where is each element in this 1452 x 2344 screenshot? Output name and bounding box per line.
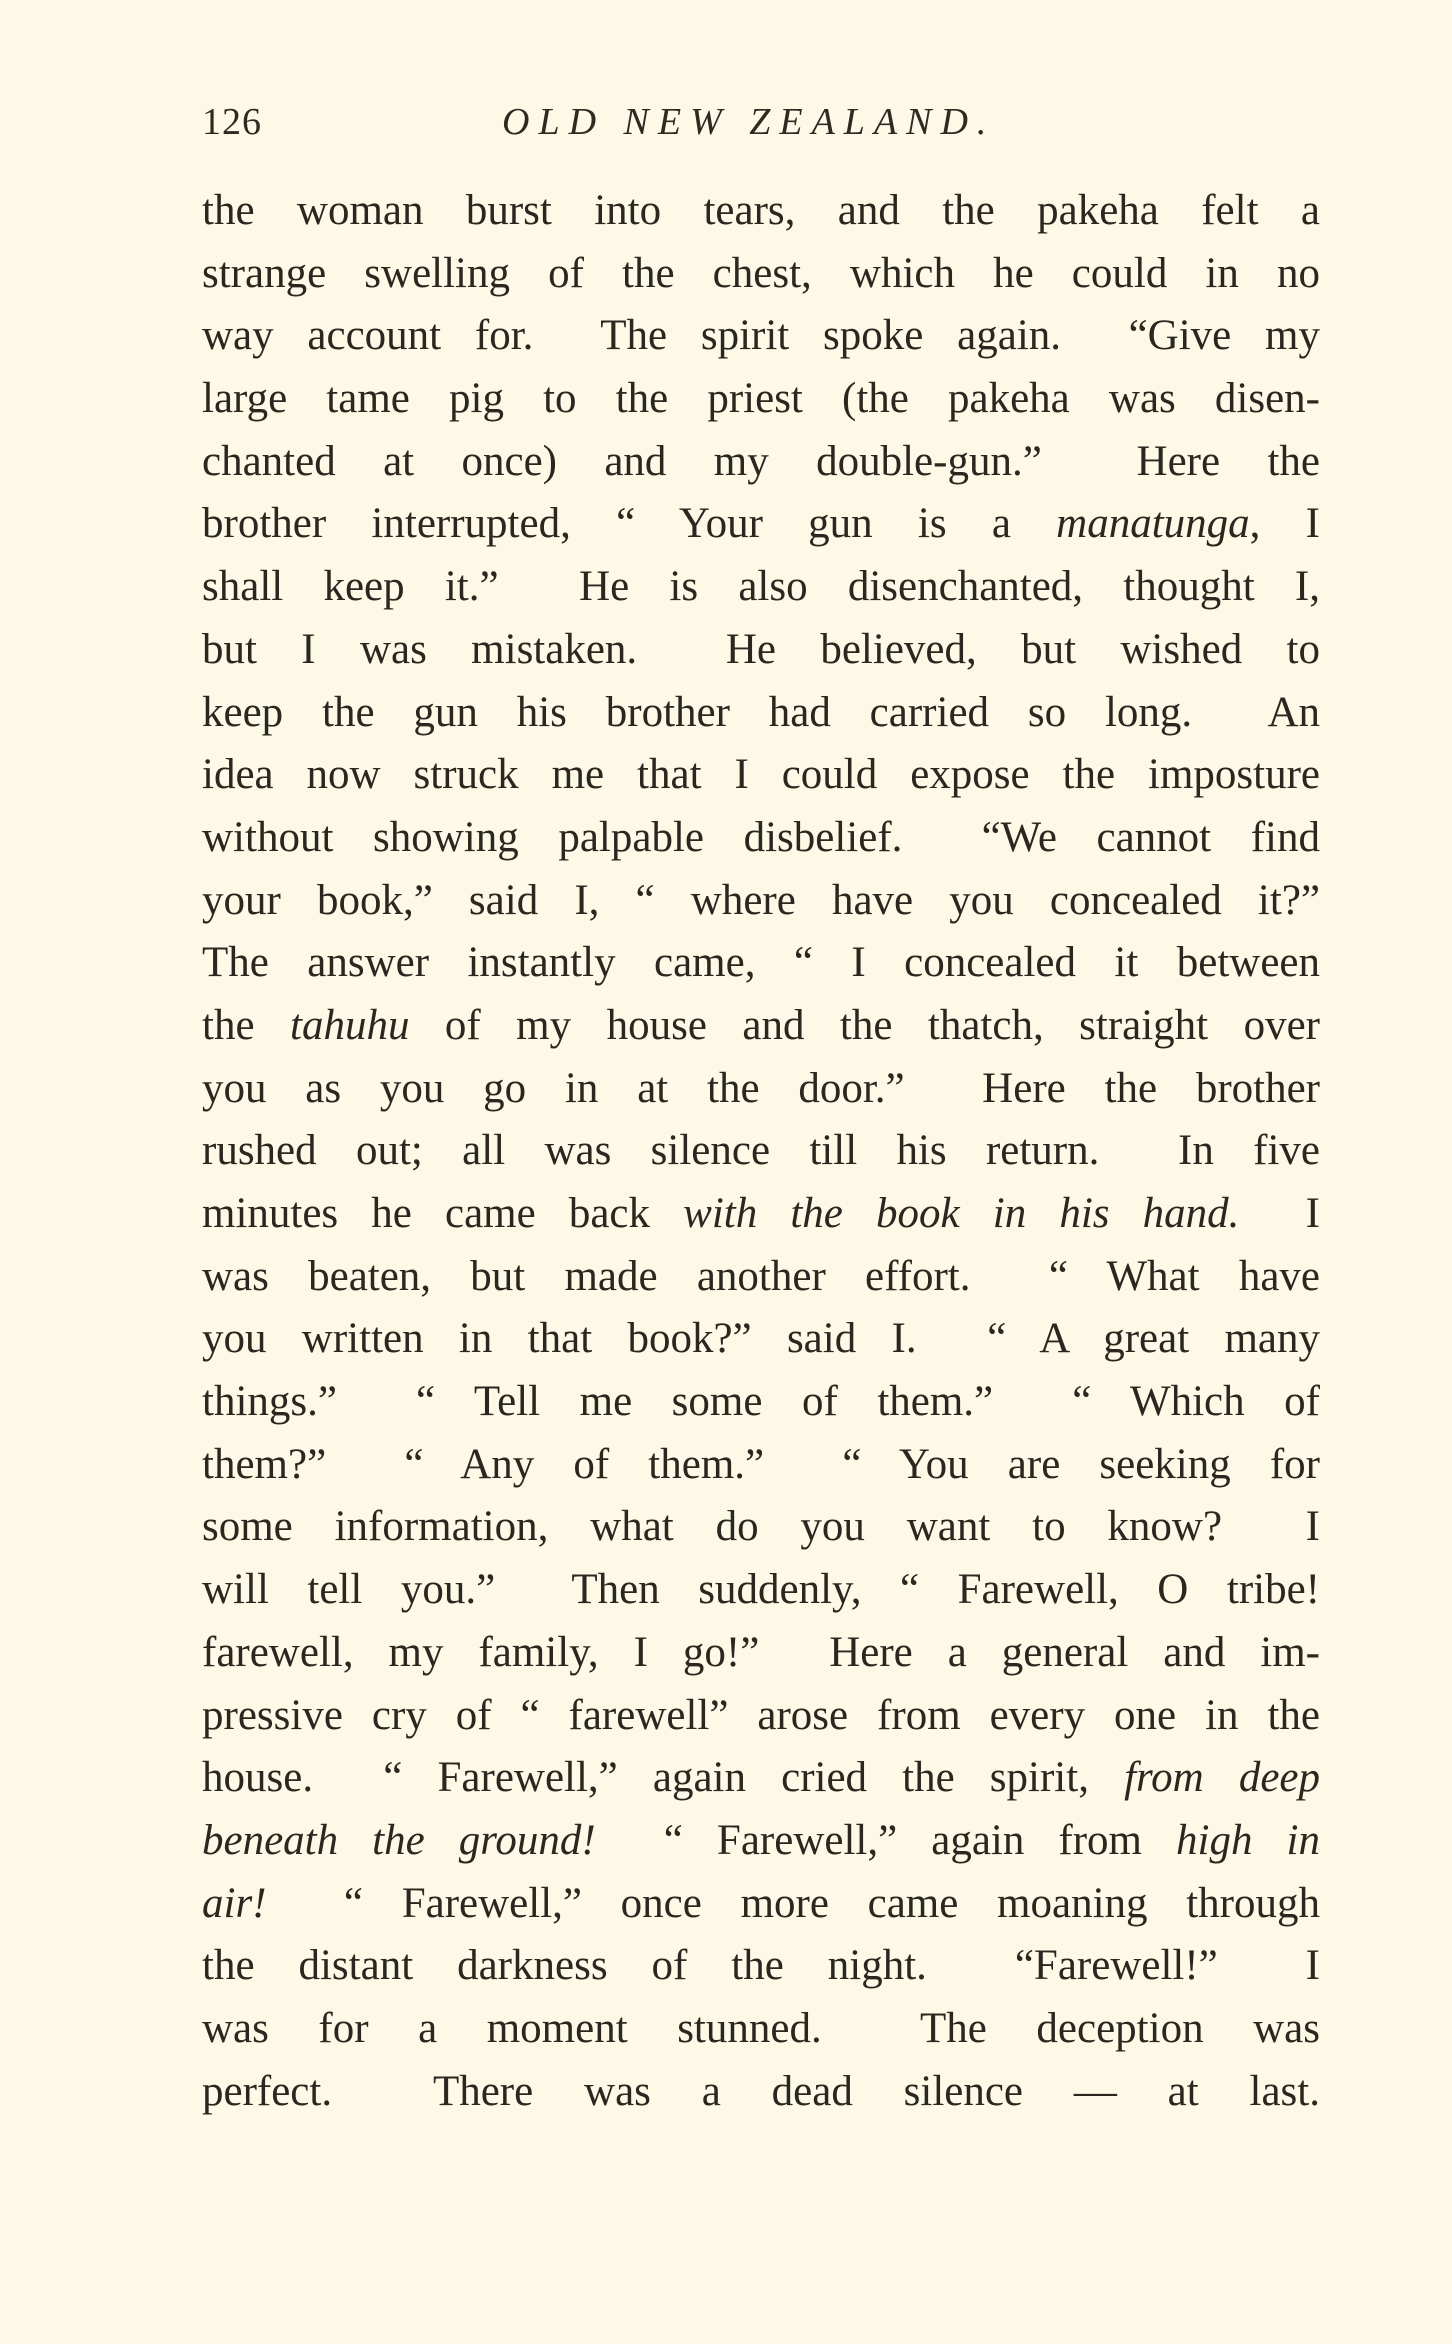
text-line <box>202 1058 1320 1121</box>
text-line <box>202 1183 1320 1246</box>
text-line <box>202 1810 1320 1873</box>
text-segment: them?” “ Any of them.” “ You are seeking for <box>202 1440 1320 1488</box>
italic-text: high in <box>1176 1816 1320 1864</box>
text-segment: the distant darkness of the night. “Farewell!” I <box>202 1942 1320 1990</box>
text-line <box>202 932 1320 995</box>
text-line <box>202 2061 1320 2124</box>
text-line <box>202 807 1320 870</box>
text-line <box>202 493 1320 556</box>
italic-text: tahuhu <box>290 1001 410 1049</box>
text-line <box>202 1559 1320 1622</box>
text-segment: farewell, my family, I go!” Here a general and im- <box>202 1628 1320 1676</box>
text-segment: house. “ Farewell,” again cried the spirit, <box>202 1754 1125 1802</box>
italic-text: from deep <box>1124 1754 1320 1802</box>
text-segment: your book,” said I, “ where have you concealed it?” <box>202 876 1320 924</box>
text-segment: I <box>1239 1190 1320 1237</box>
text-segment: will tell you.” Then suddenly, “ Farewell, O tribe! <box>202 1566 1320 1614</box>
italic-text: manatunga <box>1056 500 1250 548</box>
text-segment: of my house and the thatch, straight over <box>409 1001 1320 1049</box>
italic-text: with the book in his hand. <box>683 1190 1240 1237</box>
text-segment: you as you go in at the door.” Here the brother <box>202 1064 1320 1112</box>
text-line <box>202 305 1320 368</box>
text-segment: , I <box>1249 500 1320 548</box>
text-line <box>202 556 1320 619</box>
text-segment: The answer instantly came, “ I concealed it between <box>202 939 1320 987</box>
text-line <box>202 1935 1320 1998</box>
italic-text: beneath the ground! <box>202 1816 596 1864</box>
text-segment: keep the gun his brother had carried so long. An <box>202 688 1320 736</box>
text-segment: was for a moment stunned. The deception was <box>202 2004 1320 2052</box>
text-segment: without showing palpable disbelief. “We cannot find <box>202 813 1320 861</box>
text-segment: large tame pig to the priest (the pakeha was disen- <box>202 375 1320 423</box>
text-segment: “ Farewell,” again from <box>595 1816 1177 1864</box>
text-segment: pressive cry of “ farewell” arose from every one in the <box>202 1691 1320 1739</box>
text-line <box>202 1120 1320 1183</box>
text-segment: shall keep it.” He is also disenchanted, thought I, <box>202 563 1320 611</box>
text-segment: you written in that book?” said I. “ A great many <box>202 1315 1320 1363</box>
text-segment: way account for. The spirit spoke again. “Give my <box>202 312 1320 360</box>
running-title: OLD NEW ZEALAND. <box>502 101 996 143</box>
text-line <box>202 1246 1320 1309</box>
text-line <box>202 1434 1320 1497</box>
text-segment: some information, what do you want to know? I <box>202 1503 1320 1551</box>
text-line <box>202 368 1320 431</box>
text-segment: the <box>202 1001 290 1049</box>
text-line <box>202 995 1320 1058</box>
body-text <box>202 180 1320 2123</box>
text-segment: perfect. There was a dead silence — at last. <box>202 2067 1320 2115</box>
text-segment: the woman burst into tears, and the pakeha felt a <box>202 187 1320 234</box>
text-segment: brother interrupted, “ Your gun is a <box>202 500 1057 548</box>
text-segment: “ Farewell,” once more came moaning through <box>266 1879 1320 1927</box>
text-segment: strange swelling of the chest, which he could in no <box>202 249 1320 297</box>
text-line <box>202 619 1320 682</box>
text-line <box>202 1622 1320 1685</box>
text-line <box>202 1685 1320 1748</box>
text-line <box>202 1496 1320 1559</box>
text-segment: minutes he came back <box>202 1190 684 1237</box>
text-line <box>202 1873 1320 1936</box>
text-line <box>202 1308 1320 1371</box>
text-segment: rushed out; all was silence till his return. In five <box>202 1127 1320 1175</box>
text-segment: things.” “ Tell me some of them.” “ Which of <box>202 1378 1320 1426</box>
text-line <box>202 243 1320 306</box>
text-line <box>202 1747 1320 1810</box>
text-line <box>202 180 1320 243</box>
text-line <box>202 1998 1320 2061</box>
text-line <box>202 1371 1320 1434</box>
text-segment: was beaten, but made another effort. “ What have <box>202 1252 1320 1300</box>
page-number: 126 <box>202 101 262 143</box>
running-head <box>202 100 1320 160</box>
text-line <box>202 431 1320 494</box>
text-line <box>202 870 1320 933</box>
text-line <box>202 744 1320 807</box>
text-segment: idea now struck me that I could expose the imposture <box>202 751 1320 799</box>
text-segment: chanted at once) and my double-gun.” Here the <box>202 437 1320 485</box>
text-segment: but I was mistaken. He believed, but wished to <box>202 625 1320 673</box>
text-line <box>202 682 1320 745</box>
italic-text: air! <box>202 1879 267 1927</box>
